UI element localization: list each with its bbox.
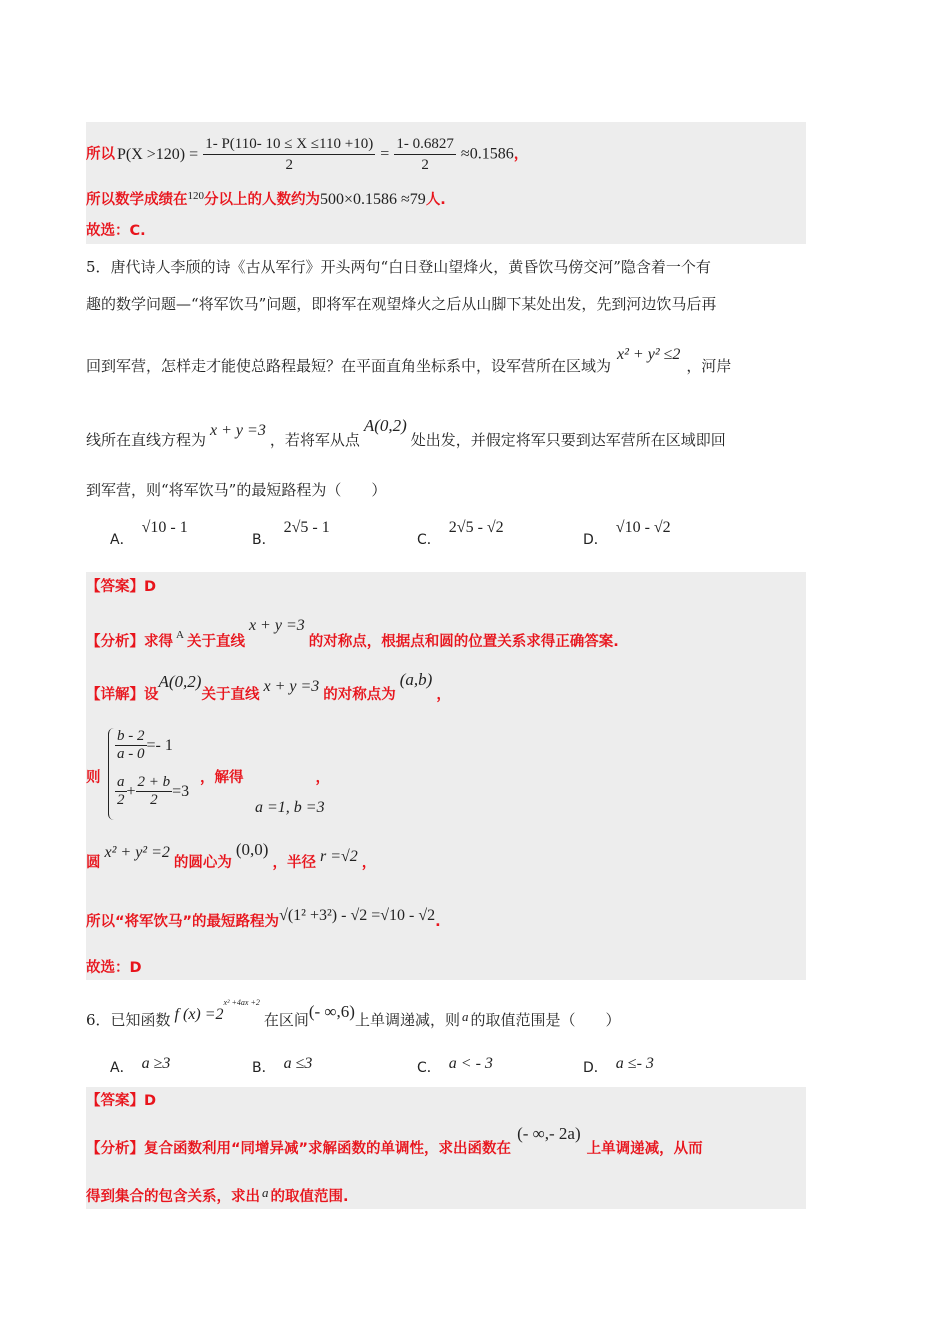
- sol5-circle: 圆x² + y² =2的圆心为(0,0)，半径 r =√2 ，: [86, 840, 377, 871]
- sol5-solve-result: a =1, b =3: [255, 799, 325, 816]
- count-line: 所以数学成绩在$^{120}$分以上的人数约为500×0.1586 ≈79人.: [86, 190, 446, 208]
- q5-line-4: 线所在直线方程为x + y =3，若将军从点A(0,2)处出发，并假定将军只要到达军营所在区域即回: [86, 416, 726, 449]
- q5-line-2: 趣的数学问题—“将军饮马”问题，即将军在观望烽火之后从山脚下某处出发，先到河边饮马后再: [86, 295, 717, 313]
- q5-option-a[interactable]: A．√10 - 1: [110, 519, 188, 548]
- equation-system: $\frac{b - 2}{a - 0}$ =- 1 $\frac{a}{2}$ + $\frac{2 + b}{2}$ =3: [108, 728, 189, 820]
- q5-line-1: 5．唐代诗人李颀的诗《古从军行》开头两句“白日登山望烽火，黄昏饮马傍交河”隐含着一个有: [86, 258, 711, 276]
- q5-option-b[interactable]: B．2√5 - 1: [252, 519, 330, 548]
- q6-option-c[interactable]: C． a < - 3: [417, 1055, 493, 1076]
- sol5-detail: 【详解】设A(0,2)关于直线 x + y =3 的对称点为(a,b)，: [86, 670, 451, 703]
- q5-option-c[interactable]: C．2√5 - √2: [417, 519, 504, 548]
- q5-line-5: 到军营，则“将军饮马”的最短路程为（ ）: [86, 481, 387, 499]
- sol5-final: 所以“将军饮马”的最短路程为√(1² +3²) - √2 =√10 - √2.: [86, 907, 441, 930]
- sol6-analysis: 【分析】复合函数利用“同增异减”求解函数的单调性，求出函数在(- ∞,- 2a)上单调递减，从而: [86, 1124, 703, 1157]
- choose-line-1: 故选：C.: [86, 223, 146, 239]
- q6-option-a[interactable]: A． a ≥3: [110, 1055, 171, 1076]
- q6-option-b[interactable]: B． a ≤3: [252, 1055, 313, 1076]
- sol6-line2: 得到集合的包含关系，求出 a 的取值范围.: [86, 1185, 349, 1205]
- q6-option-d[interactable]: D． a ≤- 3: [583, 1055, 654, 1076]
- q6-line: 6．已知函数 f $(x) =2^{x^2 +4ax +2}$在区间(- ∞,6)上单调递减，则 a 的取值范围是（ ）: [86, 998, 621, 1029]
- q5-line-3: 回到军营，怎样走才能使总路程最短？在平面直角坐标系中，设军营所在区域为x² + y² ≤2，河岸: [86, 346, 732, 375]
- sol5-analysis: 【分析】求得 $^A$ 关于直线x + y =3的对称点，根据点和圆的位置关系求得正确答案.: [86, 617, 619, 650]
- sol5-choose: 故选：D: [86, 960, 142, 976]
- sol6-answer: 【答案】D: [86, 1093, 157, 1109]
- sol5-solve: ，解得 ，: [200, 770, 330, 786]
- sol5-answer: 【答案】D: [86, 579, 157, 595]
- q5-option-d[interactable]: D．√10 - √2: [583, 519, 671, 548]
- prob-calc-line: 所以 P(X >120) = $\frac{1- P(110- 10 \le X \le 110 +10)}{2}$ = $\frac{1- 0.6827}{2}$ ≈0.1586，: [86, 136, 529, 173]
- sol5-then-label: 则: [86, 770, 101, 786]
